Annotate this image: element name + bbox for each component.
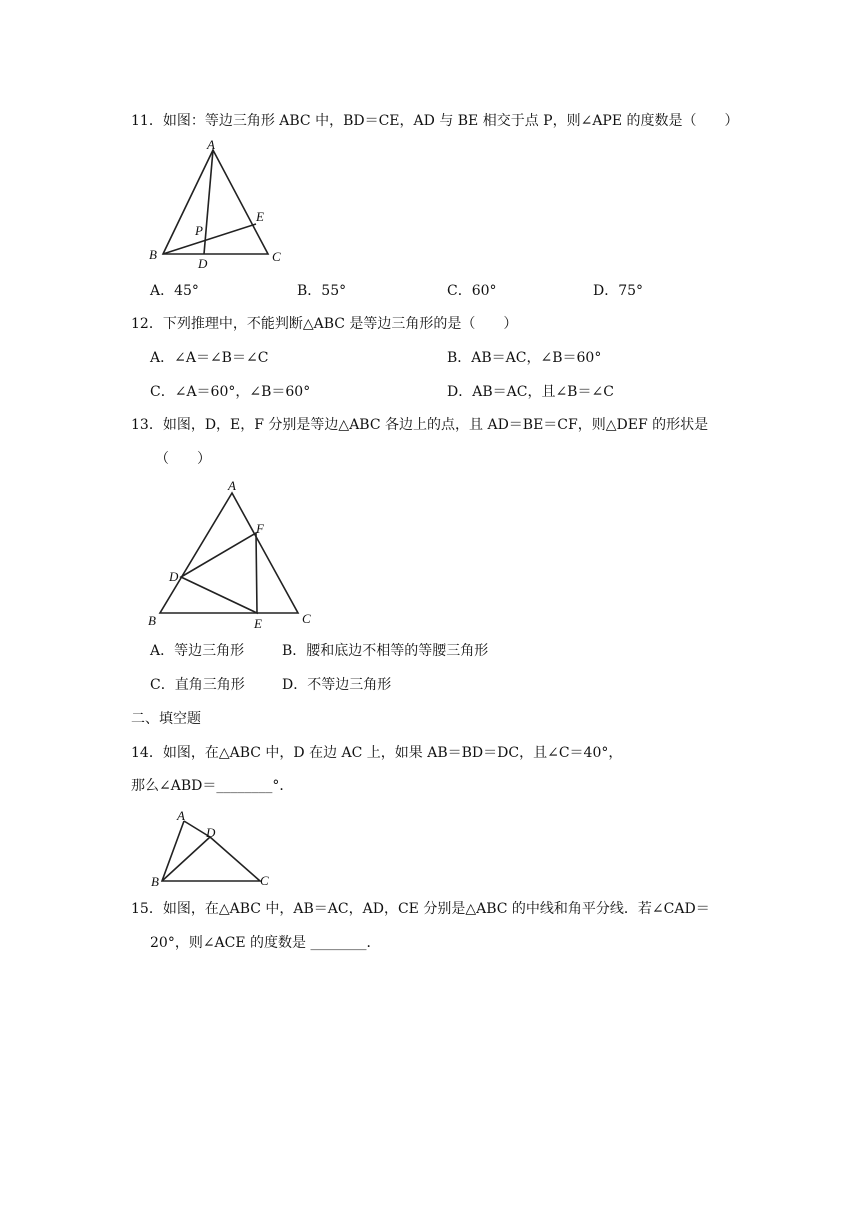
q11-option-b: B．55° bbox=[297, 283, 347, 299]
q11-triangle-abc bbox=[163, 150, 268, 254]
q14-label-c: C bbox=[260, 873, 269, 888]
q13-label-b: B bbox=[148, 613, 156, 628]
q14-label-d: D bbox=[206, 825, 216, 840]
q11-option-a: A．45° bbox=[150, 283, 199, 299]
q13-stem-cont: （ ） bbox=[155, 451, 211, 467]
q11-stem: 11．如图：等边三角形 ABC 中，BD＝CE，AD 与 BE 相交于点 P，则∠APE 的度数是（ ） bbox=[131, 113, 739, 129]
q12-option-a: A．∠A＝∠B＝∠C bbox=[150, 350, 269, 366]
q13-triangle-abc bbox=[160, 493, 298, 613]
q13-option-d: D．不等边三角形 bbox=[282, 677, 392, 693]
q13-figure bbox=[145, 475, 320, 630]
q13-stem: 13．如图，D，E，F 分别是等边△ABC 各边上的点，且 AD＝BE＝CF，则△DEF 的形状是 bbox=[131, 417, 709, 433]
q11-figure bbox=[145, 137, 295, 271]
q15-stem: 15．如图，在△ABC 中，AB＝AC，AD，CE 分别是△ABC 的中线和角平分线．若∠CAD＝ bbox=[131, 901, 710, 917]
q13-option-a: A．等边三角形 bbox=[150, 643, 245, 659]
q11-label-p: P bbox=[195, 223, 203, 238]
q13-label-e: E bbox=[254, 616, 262, 631]
q14-stem-cont: 那么∠ABD＝________°． bbox=[131, 778, 294, 794]
q14-segment-bd bbox=[162, 837, 210, 881]
q12-option-d: D．AB＝AC，且∠B＝∠C bbox=[447, 384, 614, 400]
q13-option-b: B．腰和底边不相等的等腰三角形 bbox=[282, 643, 489, 659]
q11-segment-be bbox=[163, 224, 256, 254]
q14-stem: 14．如图，在△ABC 中，D 在边 AC 上，如果 AB＝BD＝DC，且∠C＝40°， bbox=[131, 745, 623, 761]
q12-stem: 12．下列推理中，不能判断△ABC 是等边三角形的是（ ） bbox=[131, 316, 518, 332]
q13-label-a: A bbox=[228, 478, 236, 493]
q11-option-c: C．60° bbox=[447, 283, 497, 299]
q14-label-b: B bbox=[151, 874, 159, 889]
q12-option-b: B．AB＝AC，∠B＝60° bbox=[447, 350, 602, 366]
q13-label-f: F bbox=[256, 521, 264, 536]
q11-label-a: A bbox=[207, 137, 215, 152]
section-heading-fill-in: 二、填空题 bbox=[131, 711, 201, 727]
q12-option-c: C．∠A＝60°，∠B＝60° bbox=[150, 384, 311, 400]
q13-label-c: C bbox=[302, 611, 311, 626]
q11-option-d: D．75° bbox=[593, 283, 644, 299]
q13-option-c: C．直角三角形 bbox=[150, 677, 245, 693]
q11-label-c: C bbox=[272, 249, 281, 264]
q11-label-d: D bbox=[198, 256, 208, 271]
q14-label-a: A bbox=[177, 808, 185, 823]
q11-label-e: E bbox=[256, 209, 264, 224]
q11-label-b: B bbox=[149, 247, 157, 262]
q13-triangle-def bbox=[181, 533, 257, 613]
q15-stem-cont: 20°，则∠ACE 的度数是 ________． bbox=[150, 935, 381, 951]
q13-label-d: D bbox=[169, 569, 179, 584]
q14-figure bbox=[148, 805, 278, 889]
